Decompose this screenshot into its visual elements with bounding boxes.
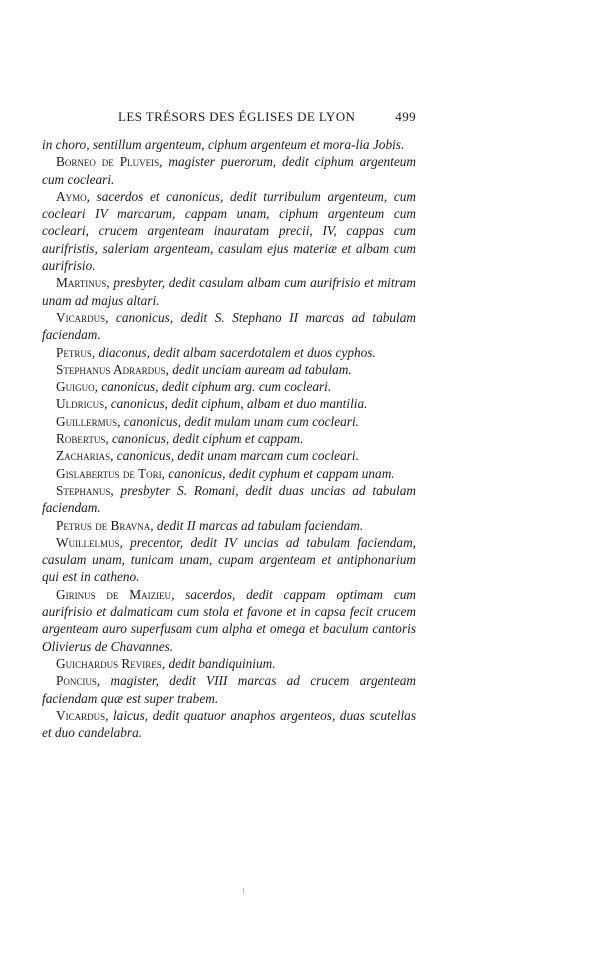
entry-paragraph	[42, 361, 416, 378]
donor-name: Poncius	[56, 673, 97, 689]
entry-paragraph	[42, 534, 416, 586]
entry-text: , canonicus, dedit ciphum, albam et duo mantilia.	[104, 396, 368, 412]
entry-paragraph	[42, 188, 416, 274]
donor-name: Wuillelmus	[56, 534, 120, 550]
entry-paragraph	[42, 707, 416, 742]
donor-name: Guillermus	[56, 413, 118, 429]
entry-text: , canonicus, dedit unam marcam cum cocleari.	[110, 448, 359, 464]
donor-name: Borneo de Pluveis	[56, 154, 160, 170]
page-speck	[243, 888, 244, 894]
running-title: LES TRÉSORS DES ÉGLISES DE LYON	[118, 109, 356, 124]
entry-paragraph	[42, 655, 416, 672]
donor-name: Stephanus Adrardus	[56, 361, 166, 377]
entry-paragraph	[42, 395, 416, 412]
entry-text: , sacerdos et canonicus, dedit turribulum argenteum, cum cocleari IV marcarum, cappam unam, ciphum argenteum cum cocleari, crucem argenteam inauratam precii, IV, cappas cum aurifristis, saleriam argenteam, casulam ejus materiæ et albam cum aurifrisio.	[42, 188, 416, 274]
donor-name: Zacharias	[56, 448, 111, 464]
entry-text: , canonicus, dedit ciphum arg. cum cocleari.	[94, 379, 332, 395]
donor-name: Girinus de Maizieu	[56, 586, 172, 602]
entry-paragraph	[42, 586, 416, 655]
donor-name: Robertus	[56, 431, 106, 447]
donor-name: Martinus	[56, 275, 107, 291]
entry-text: in choro, sentillum argenteum, ciphum argenteum et mora-lia Jobis.	[42, 137, 405, 152]
entry-text: , presbyter, dedit casulam albam cum aurifrisio et mitram unam ad majus altari.	[42, 275, 416, 308]
entry-text: , dedit bandiquinium.	[161, 655, 276, 671]
donor-name: Vicardus	[56, 707, 106, 723]
entry-paragraph	[42, 517, 416, 534]
entry-text: , canonicus, dedit cyphum et cappam unam.	[161, 465, 395, 481]
donor-name: Guiguo	[56, 379, 95, 395]
entry-text: , magister puerorum, dedit ciphum argenteum cum cocleari.	[42, 154, 417, 187]
entry-paragraph	[42, 482, 416, 517]
entry-paragraph	[42, 153, 416, 188]
entry-paragraph	[42, 136, 416, 153]
body-text	[42, 136, 416, 741]
donor-name: Aymo	[56, 188, 87, 204]
entry-text: , sacerdos, dedit cappam optimam cum aurifrisio et dalmaticam cum stola et favone et in capsa fecit crucem argenteam auro superfusam cum alpha et omega et baculum cantoris Olivierus de Chavannes.	[42, 586, 416, 654]
entry-text: , canonicus, dedit mulam unam cum cocleari.	[117, 413, 359, 429]
entry-paragraph	[42, 344, 416, 361]
entry-paragraph	[42, 413, 416, 430]
running-header	[42, 109, 416, 129]
donor-name: Vicardus	[56, 309, 106, 325]
donor-name: Gislabertus de Tori	[56, 465, 162, 481]
entry-text: , canonicus, dedit ciphum et cappam.	[105, 431, 304, 447]
entry-paragraph	[42, 309, 416, 344]
entry-text: , dedit unciam auream ad tabulam.	[165, 361, 352, 377]
entry-text: , precentor, dedit IV uncias ad tabulam faciendam, casulam unam, tunicam unam, cupam argenteam et antiphonarium qui est in catheno.	[42, 534, 416, 585]
entry-text: , presbyter S. Romani, dedit duas uncias ad tabulam faciendam.	[42, 482, 416, 516]
entry-paragraph	[42, 672, 416, 707]
entry-paragraph	[42, 378, 416, 395]
entry-text: , laicus, dedit quatuor anaphos argenteos, duas scutellas et duo candelabra.	[42, 707, 416, 741]
donor-name: Uldricus	[56, 396, 105, 412]
entry-paragraph	[42, 465, 416, 482]
entry-paragraph	[42, 430, 416, 447]
donor-name: Petrus	[56, 344, 92, 360]
donor-name: Petrus de Bravna	[56, 517, 151, 533]
donor-name: Stephanus	[56, 482, 111, 498]
entry-paragraph	[42, 274, 416, 309]
entry-text: , diaconus, dedit albam sacerdotalem et duos cyphos.	[91, 344, 376, 360]
entry-paragraph	[42, 447, 416, 464]
entry-text: , canonicus, dedit S. Stephano II marcas ad tabulam faciendam.	[42, 309, 416, 343]
entry-text: , dedit II marcas ad tabulam faciendam.	[150, 517, 364, 533]
entry-text: , magister, dedit VIII marcas ad crucem argenteam faciendam quæ est super trabem.	[42, 673, 416, 706]
page-number: 499	[395, 109, 416, 124]
donor-name: Guichardus Revires	[56, 655, 162, 671]
